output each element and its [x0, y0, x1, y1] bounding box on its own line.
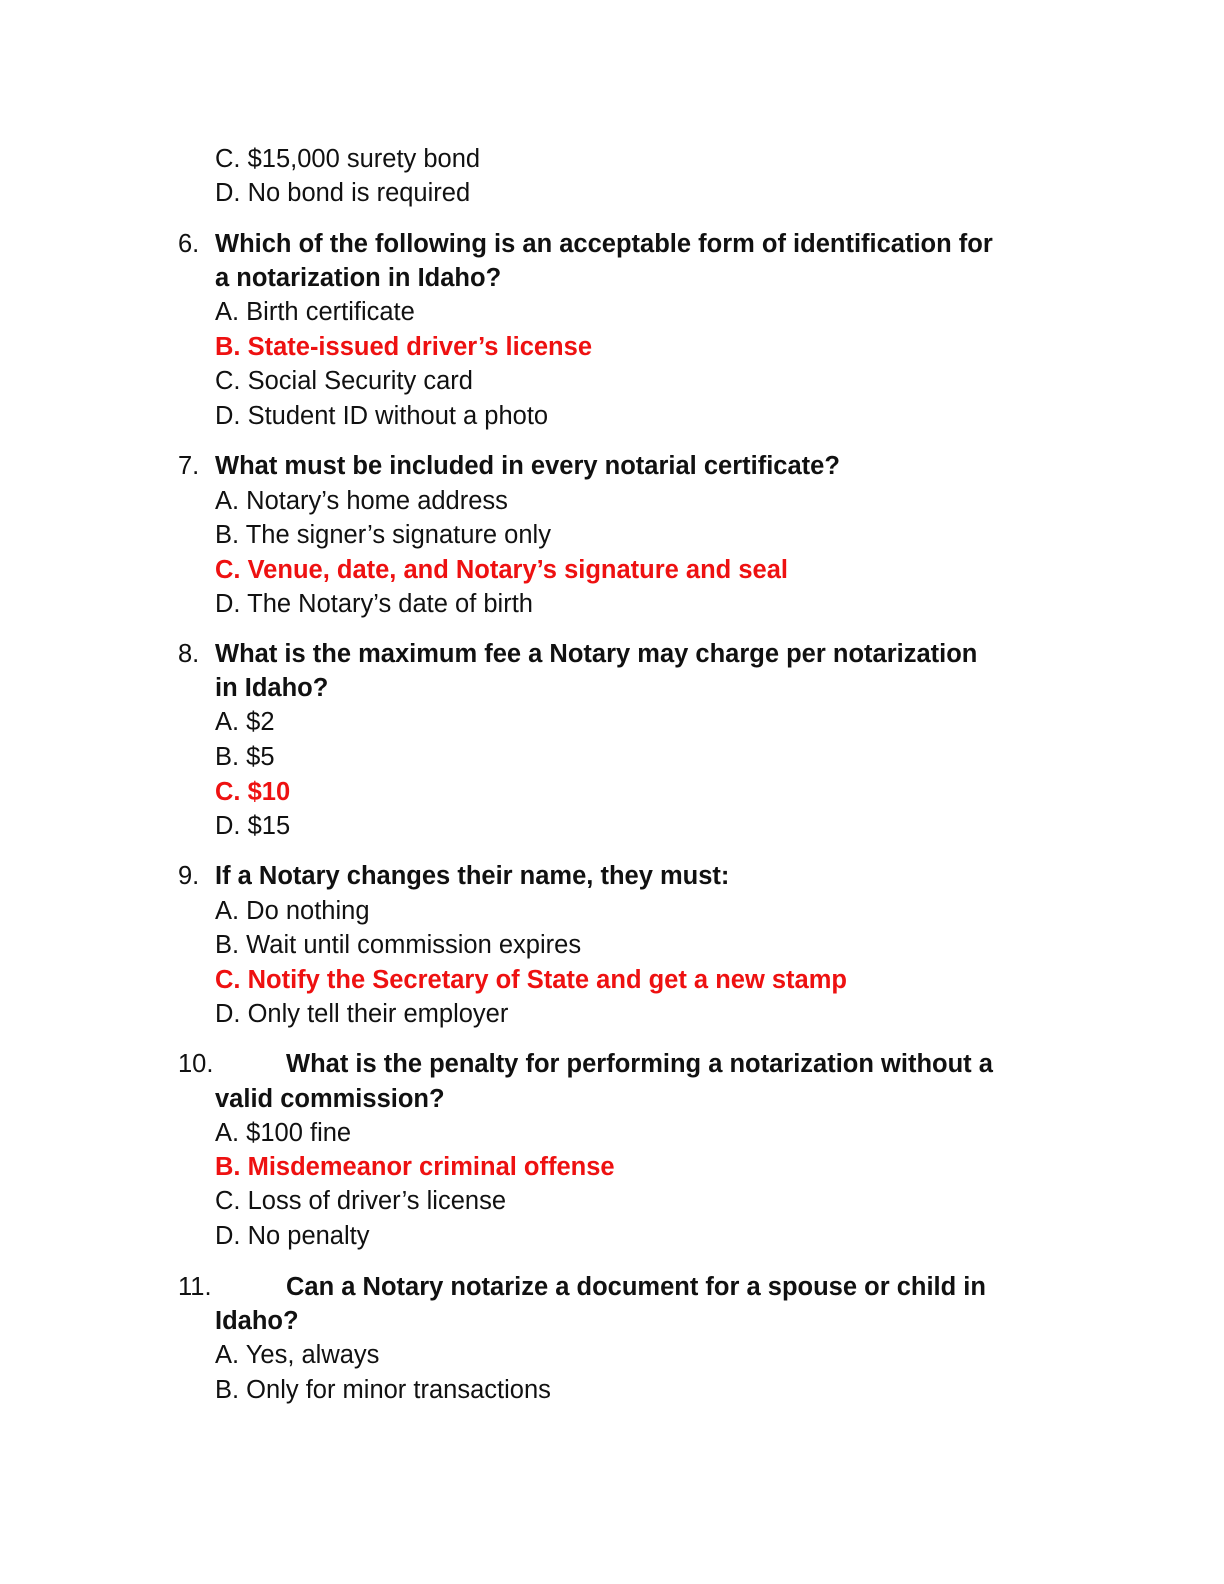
question-number: 9.	[178, 862, 200, 890]
question-number: 10.	[178, 1050, 214, 1078]
question-text: What is the maximum fee a Notary may charge per notarization	[215, 640, 978, 668]
question-text: What must be included in every notarial certificate?	[215, 452, 840, 480]
correct-answer: C. Venue, date, and Notary’s signature and seal	[215, 556, 788, 584]
option: D. The Notary’s date of birth	[215, 590, 533, 618]
correct-answer: B. Misdemeanor criminal offense	[215, 1153, 615, 1181]
question-text: Which of the following is an acceptable form of identification for	[215, 230, 993, 258]
question-text: If a Notary changes their name, they must:	[215, 862, 730, 890]
option: B. $5	[215, 743, 275, 771]
question-text-continued: a notarization in Idaho?	[215, 264, 502, 292]
option: A. Do nothing	[215, 897, 370, 925]
option: A. $100 fine	[215, 1119, 352, 1147]
question-number: 11.	[178, 1273, 212, 1301]
question-number: 6.	[178, 230, 200, 258]
question-text-continued: in Idaho?	[215, 674, 329, 702]
question-text: What is the penalty for performing a notarization without a	[286, 1050, 993, 1078]
option: B. The signer’s signature only	[215, 521, 551, 549]
option: A. $2	[215, 708, 275, 736]
option: C. Loss of driver’s license	[215, 1187, 507, 1215]
option: A. Birth certificate	[215, 298, 415, 326]
option: C. $15,000 surety bond	[215, 145, 481, 173]
option: A. Yes, always	[215, 1341, 380, 1369]
question-number: 7.	[178, 452, 200, 480]
option: C. Social Security card	[215, 367, 473, 395]
option: B. Only for minor transactions	[215, 1376, 551, 1404]
question-text-continued: valid commission?	[215, 1085, 445, 1113]
option: D. No penalty	[215, 1222, 370, 1250]
question-text-continued: Idaho?	[215, 1307, 299, 1335]
option: B. Wait until commission expires	[215, 931, 582, 959]
question-text: Can a Notary notarize a document for a spouse or child in	[286, 1273, 986, 1301]
option: D. No bond is required	[215, 179, 471, 207]
question-number: 8.	[178, 640, 200, 668]
option: A. Notary’s home address	[215, 487, 508, 515]
option: D. Only tell their employer	[215, 1000, 509, 1028]
option: D. $15	[215, 812, 291, 840]
correct-answer: B. State-issued driver’s license	[215, 333, 592, 361]
option: D. Student ID without a photo	[215, 402, 549, 430]
correct-answer: C. $10	[215, 778, 291, 806]
correct-answer: C. Notify the Secretary of State and get a new stamp	[215, 966, 847, 994]
